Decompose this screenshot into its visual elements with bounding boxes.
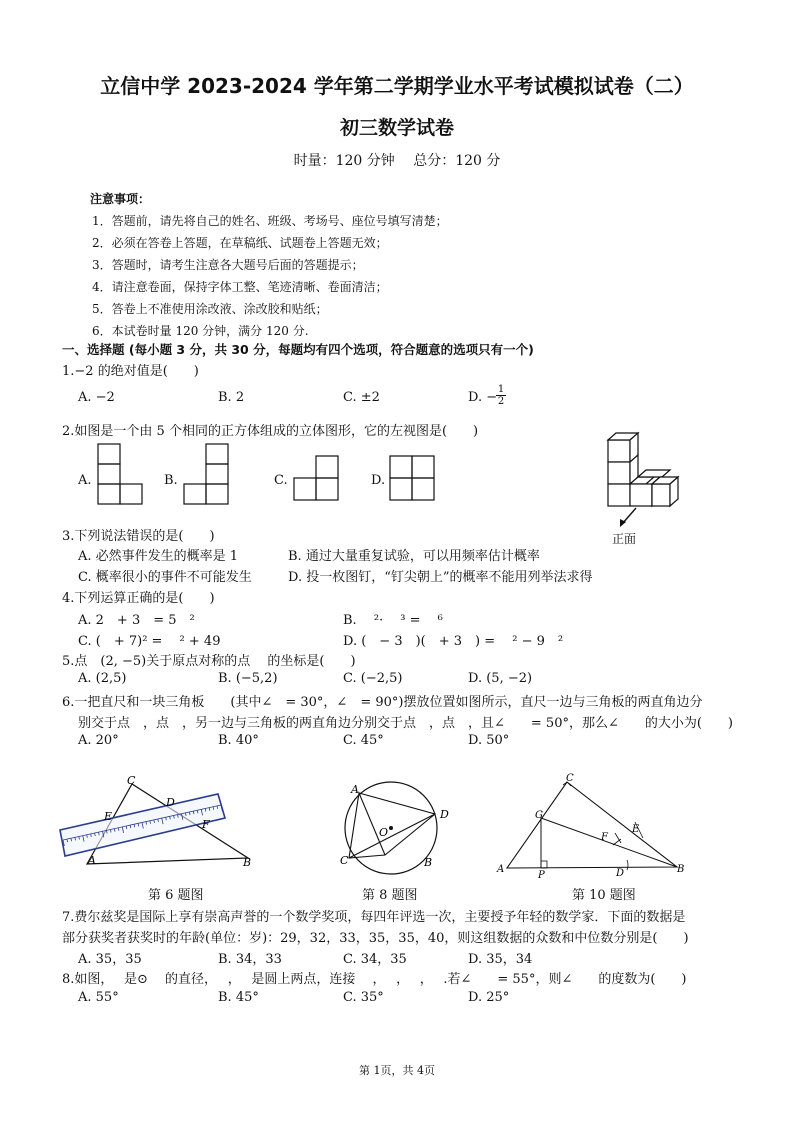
q5-option-d: D. (5, −2) xyxy=(468,671,533,686)
fig10-label: A xyxy=(497,864,505,875)
time-info: 时量：120 分钟 总分：120 分 xyxy=(293,153,501,169)
q2-label-a: A. xyxy=(78,473,92,488)
fig8-label: D xyxy=(440,808,449,821)
q4-option-d: D. ( − 3 )( + 3 ) = ² − 9 ² xyxy=(343,634,564,649)
q1-option-a: A. −2 xyxy=(78,390,115,405)
q1-option-b: B. 2 xyxy=(218,390,245,405)
front-label: 正面 xyxy=(612,532,637,546)
fig10-label: B xyxy=(677,864,685,875)
fig6-label: F xyxy=(202,818,210,831)
fig6-label: C xyxy=(127,774,136,787)
q2-label-c: C. xyxy=(274,473,288,488)
q1-option-d: D. − xyxy=(468,390,498,405)
q2-option-views xyxy=(90,440,450,508)
fig6-label: A xyxy=(88,854,96,867)
q7-option-c: C. 34，35 xyxy=(343,952,407,967)
view-a xyxy=(98,444,142,504)
notes-heading: 注意事项： xyxy=(90,192,151,206)
fig10-triangle xyxy=(495,770,690,880)
q7-stem-line2: 部分获奖者获奖时的年龄(单位：岁)：29，32，33，35，35，40，则这组数据的众数和中位数分别是( ) xyxy=(62,931,689,946)
fig6-ruler-triangle xyxy=(55,770,275,880)
q7-option-b: B. 34，33 xyxy=(218,952,282,967)
q2-label-b: B. xyxy=(164,473,178,488)
q7-stem-line1: 7.费尔兹奖是国际上享有崇高声誉的一个数学奖项，每四年评选一次，主要授予年轻的数学家．下面的数据是 xyxy=(62,910,686,925)
exam-title: 立信中学 2023-2024 学年第二学期学业水平考试模拟试卷（二） xyxy=(100,74,694,98)
note-item: 4．请注意卷面，保持字体工整、笔迹清晰、卷面清洁； xyxy=(92,280,388,294)
q6-stem-line1: 6.一把直尺和一块三角板 (其中∠ = 30°，∠ = 90°)摆放位置如图所示，直尺一边与三角板的两直角边分 xyxy=(62,695,703,710)
view-b xyxy=(184,444,228,504)
fig8-caption: 第 8 题图 xyxy=(362,888,418,903)
q3-option-b: B. 通过大量重复试验，可以用频率估计概率 xyxy=(288,549,540,564)
view-d xyxy=(390,456,434,500)
note-item: 5．答卷上不准使用涂改液、涂改胶和贴纸； xyxy=(92,302,328,316)
q7-option-a: A. 35，35 xyxy=(78,952,142,967)
q8-option-c: C. 35° xyxy=(343,990,384,1005)
fig10-label: F xyxy=(601,832,608,843)
exam-subtitle: 初三数学试卷 xyxy=(339,117,454,139)
q8-option-d: D. 25° xyxy=(468,990,510,1005)
q8-stem: 8.如图， 是⊙ 的直径， ， 是圆上两点，连接 ， ， ， .若∠ = 55°，则∠ 的度数为( ) xyxy=(62,972,687,987)
fig10-label: C xyxy=(566,773,574,784)
note-item: 2．必须在答卷上答题，在草稿纸、试题卷上答题无效； xyxy=(92,236,388,250)
q6-option-b: B. 40° xyxy=(218,733,259,748)
note-item: 6．本试卷时量 120 分钟，满分 120 分. xyxy=(92,324,309,338)
q3-option-c: C. 概率很小的事件不可能发生 xyxy=(78,570,252,585)
note-item: 3．答题时，请考生注意各大题号后面的答题提示； xyxy=(92,258,364,272)
fig8-label: B xyxy=(424,856,433,869)
q3-stem: 3.下列说法错误的是( ) xyxy=(62,529,215,544)
fraction-numerator: 1 xyxy=(497,384,505,395)
q5-stem: 5.点 (2, −5)关于原点对称的点 的坐标是( ) xyxy=(62,654,356,669)
q4-stem: 4.下列运算正确的是( ) xyxy=(62,591,215,606)
fig10-caption: 第 10 题图 xyxy=(572,888,636,903)
fig6-label: B xyxy=(243,856,252,869)
q5-option-b: B. (−5,2) xyxy=(218,671,278,686)
note-item: 1．答题前，请先将自己的姓名、班级、考场号、座位号填写清楚； xyxy=(92,214,448,228)
fig8-circle xyxy=(335,778,460,878)
q2-label-d: D. xyxy=(371,473,386,488)
view-c xyxy=(294,456,338,500)
q4-option-c: C. ( + 7)² = ² + 49 xyxy=(78,634,221,649)
q6-option-a: A. 20° xyxy=(78,733,119,748)
q1-stem: 1.−2 的绝对值是( ) xyxy=(62,364,199,379)
fig10-label: D xyxy=(616,868,625,879)
q2-stem: 2.如图是一个由 5 个相同的正方体组成的立体图形，它的左视图是( ) xyxy=(62,424,479,439)
q5-option-c: C. (−2,5) xyxy=(343,671,403,686)
fig8-label: C xyxy=(340,854,349,867)
page-footer: 第 1页，共 4页 xyxy=(359,1064,435,1077)
q7-option-d: D. 35，34 xyxy=(468,952,533,967)
q6-stem-line2: 别交于点 ，点 ，另一边与三角板的两直角边分别交于点 ，点 ，且∠ = 50°，那么∠ 的大小为( ) xyxy=(78,716,733,731)
q5-option-a: A. (2,5) xyxy=(78,671,127,686)
q4-option-a: A. 2 + 3 = 5 ² xyxy=(78,613,195,628)
fraction-denominator: 2 xyxy=(497,396,505,407)
q8-option-b: B. 45° xyxy=(218,990,259,1005)
q1-option-c: C. ±2 xyxy=(343,390,380,405)
fig6-label: E xyxy=(104,810,113,823)
fig8-label: A xyxy=(351,783,359,796)
section-heading: 一、选择题 (每小题 3 分，共 30 分，每题均有四个选项，符合题意的选项只有一个) xyxy=(62,342,534,357)
fig8-label: O xyxy=(379,826,389,839)
q3-option-a: A. 必然事件发生的概率是 1 xyxy=(78,549,239,564)
q6-option-d: D. 50° xyxy=(468,733,510,748)
q8-option-a: A. 55° xyxy=(78,990,119,1005)
fig10-label: E xyxy=(632,824,640,835)
fig10-label: G xyxy=(535,810,543,821)
fig6-label: D xyxy=(166,796,175,809)
fig10-label: P xyxy=(538,870,545,880)
q4-option-b: B. ²· ³ = ⁶ xyxy=(343,613,443,628)
q3-option-d: D. 投一枚图钉，“钉尖朝上”的概率不能用列举法求得 xyxy=(288,570,593,585)
fig6-caption: 第 6 题图 xyxy=(148,888,204,903)
q1-fraction xyxy=(496,384,506,407)
q6-option-c: C. 45° xyxy=(343,733,384,748)
